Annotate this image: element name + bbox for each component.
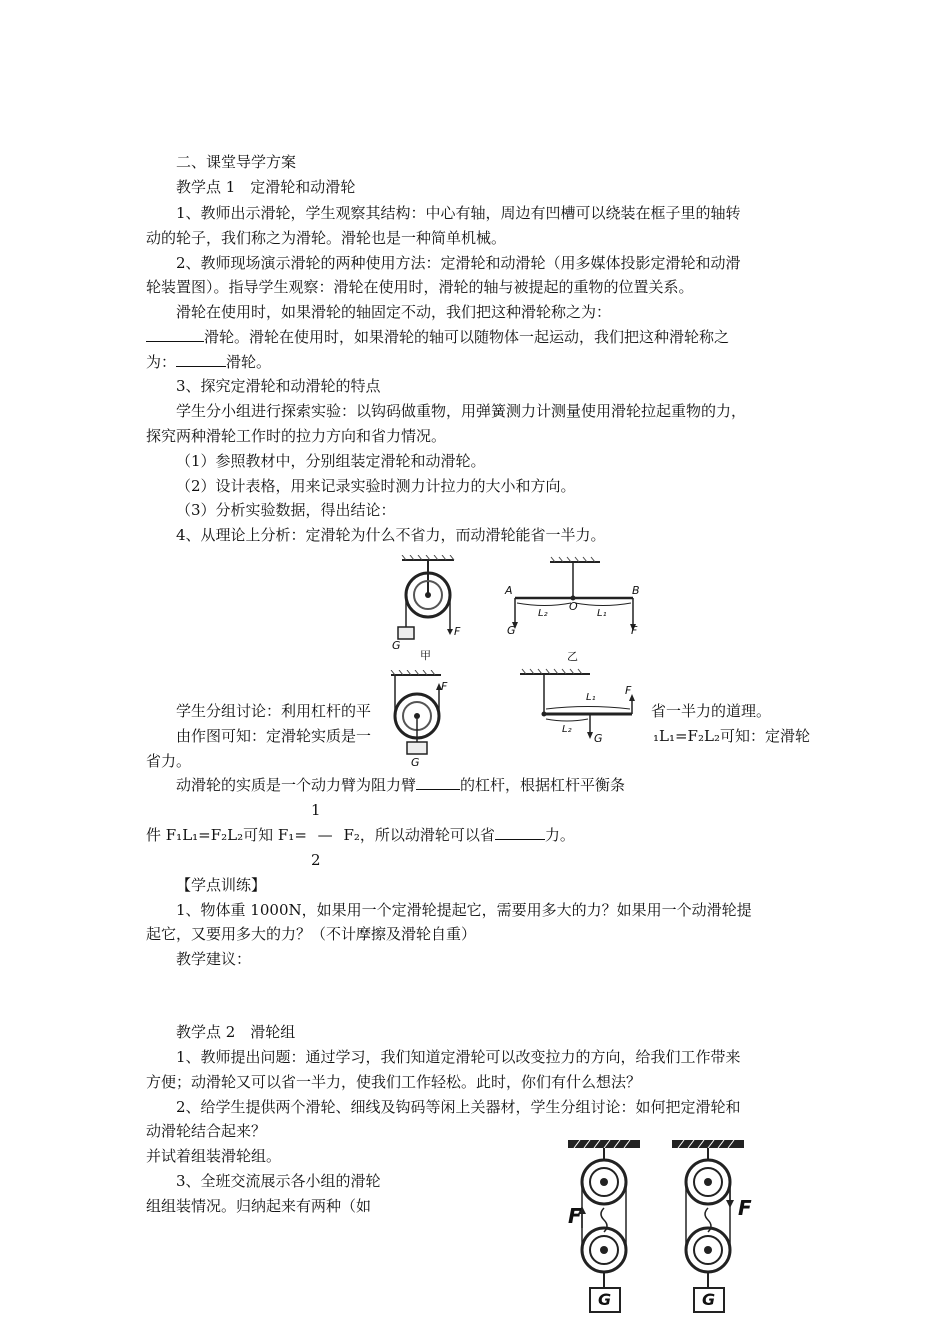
lever-diagram [520,668,650,748]
fill-blank[interactable] [495,825,545,840]
label-G: G [507,624,516,637]
condition-line [146,825,575,845]
diagram-line-right: ₁L₁=F₂L₂可知：定滑轮 [653,727,810,745]
label-A: A [505,584,513,597]
point2-para3-line1: 3、全班交流展示各小组的滑轮 [176,1172,381,1190]
diagram-line-left: 由作图可知：定滑轮实质是一 [176,727,372,745]
label-F: F [738,1196,752,1220]
step-3: （3）分析实验数据，得出结论： [176,501,396,519]
label-L2: L₂ [562,724,572,735]
point1-para1-line1: 1、教师出示滑轮，学生观察其结构：中心有轴，周边有凹槽可以绕装在框子里的轴转 [176,204,741,222]
discussion-line-right: 省一半力的道理。 [651,702,772,720]
point2-title: 教学点 2 滑轮组 [176,1023,296,1041]
fraction-denominator: 2 [311,851,321,869]
point2-para3-line2: 组组装情况。归纳起来有两种（如 [146,1197,372,1215]
fixed-pulley-figure [388,555,468,660]
discussion-line-left: 学生分组讨论：利用杠杆的平 [176,702,372,720]
caption-yi: 乙 [567,650,578,663]
movable-pulley-line [176,775,625,795]
lever-figure-yi [505,556,645,663]
fill-blank[interactable] [416,775,460,790]
text: 动滑轮的实质是一个动力臂为阻力臂 [176,776,417,794]
movable-pulley-figure [385,670,447,770]
point1-para6: 4、从理论上分析：定滑轮为什么不省力，而动滑轮能省一半力。 [176,526,606,544]
point1-para3-line2 [146,327,729,347]
label-F: F [631,624,638,637]
text: 为： [146,353,177,371]
text: 件 F₁L₁=F₂L₂可知 F₁= [146,826,307,844]
section-heading: 二、课堂导学方案 [176,153,297,171]
point1-para5-line2: 探究两种滑轮工作时的拉力方向和省力情况。 [146,427,447,445]
label-G: G [598,1290,612,1309]
point2-para1-line1: 1、教师提出问题：通过学习，我们知道定滑轮可以改变拉力的方向，给我们工作带来 [176,1048,741,1066]
point1-para3-line3 [146,352,271,372]
point1-para2-line2: 轮装置图）。指导学生观察：滑轮在使用时，滑轮的轴与被提起的重物的位置关系。 [146,278,694,296]
pulley-block-diagram [560,1138,760,1322]
label-O: O [569,600,578,613]
save-force-line: 省力。 [146,752,192,770]
pulley-block-figure [560,1138,760,1322]
label-F: F [568,1204,582,1228]
point1-para1-line2: 动的轮子，我们称之为滑轮。滑轮也是一种简单机械。 [146,229,507,247]
caption-jia: 甲 [420,649,431,662]
fraction-bar: — [317,826,333,844]
point2-para2-line2: 动滑轮结合起来？ [146,1122,267,1140]
label-L1: L₁ [586,692,596,703]
label-L1: L₁ [597,608,607,619]
label-G: G [594,732,603,745]
point2-para1-line2: 方便；动滑轮又可以省一半力，使我们工作轻松。此时，你们有什么想法？ [146,1073,642,1091]
point1-title: 教学点 1 定滑轮和动滑轮 [176,178,356,196]
text: F₂，所以动滑轮可以省 [343,826,495,844]
text: 力。 [544,826,575,844]
movable-pulley-diagram [385,670,447,770]
point1-para2-line1: 2、教师现场演示滑轮的两种使用方法：定滑轮和动滑轮（用多媒体投影定滑轮和动滑 [176,254,741,272]
fill-blank[interactable] [176,352,226,367]
text: 滑轮。 [226,353,272,371]
point2-para2-line1: 2、给学生提供两个滑轮、细线及钩码等闲上关器材，学生分组讨论：如何把定滑轮和 [176,1098,741,1116]
practice-q1-line1: 1、物体重 1000N，如果用一个定滑轮提起它，需要用多大的力？如果用一个动滑轮提 [176,901,752,919]
label-F: F [454,625,461,638]
label-L2: L₂ [538,608,548,619]
label-G: G [702,1290,716,1309]
label-F: F [625,684,632,697]
practice-title: 【学点训练】 [176,876,267,894]
point1-para4: 3、探究定滑轮和动滑轮的特点 [176,377,381,395]
fill-blank[interactable] [146,327,204,342]
step-1: （1）参照教材中，分别组装定滑轮和动滑轮。 [176,452,486,470]
fraction-numerator: 1 [311,801,321,819]
lever-figure-movable [520,668,650,748]
practice-q1-line2: 起它，又要用多大的力？（不计摩擦及滑轮自重） [146,925,477,943]
point2-para2-line3: 并试着组装滑轮组。 [146,1147,282,1165]
teaching-advice: 教学建议： [176,950,252,968]
text: 滑轮。滑轮在使用时，如果滑轮的轴可以随物体一起运动，我们把这种滑轮称之 [204,328,730,346]
label-B: B [632,584,640,597]
step-2: （2）设计表格，用来记录实验时测力计拉力的大小和方向。 [176,477,576,495]
label-G: G [392,639,401,652]
text: 的杠杆，根据杠杆平衡条 [460,776,626,794]
point1-para5-line1: 学生分小组进行探索实验：以钩码做重物，用弹簧测力计测量使用滑轮拉起重物的力， [176,402,747,420]
label-G: G [411,756,420,769]
label-F: F [441,680,448,693]
point1-para3-line1: 滑轮在使用时，如果滑轮的轴固定不动，我们把这种滑轮称之为： [176,303,612,321]
